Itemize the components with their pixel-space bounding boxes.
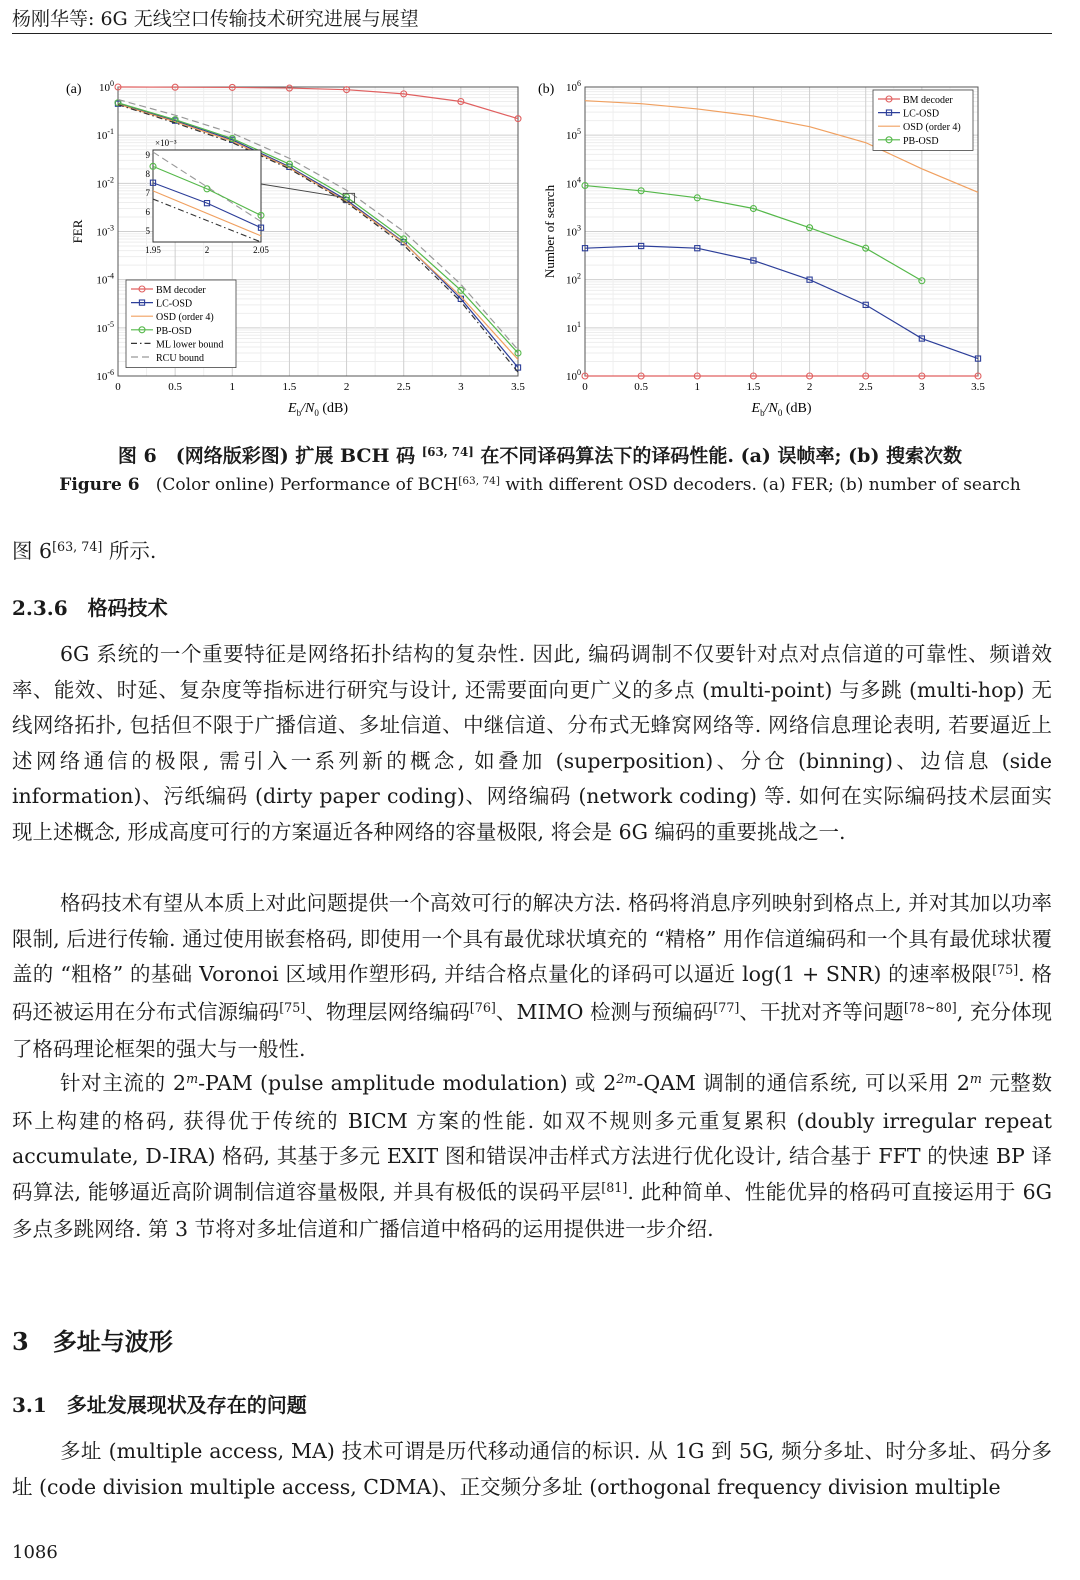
caption-en-label: Figure 6 bbox=[59, 475, 140, 495]
p3-cite-1: [81] bbox=[601, 1179, 628, 1195]
y-tick-label: $10^{-6}$ bbox=[96, 368, 114, 383]
figure-panel-b bbox=[530, 70, 1000, 425]
caption-en-prefix: (Color online) Performance of BCH bbox=[155, 475, 459, 495]
x-tick-label: 0 bbox=[115, 381, 121, 393]
figure-caption-en bbox=[0, 475, 1080, 495]
x-tick-label: 0.5 bbox=[168, 381, 183, 393]
p2-cite-4: [77] bbox=[713, 999, 740, 1015]
caption-zh-suffix: 在不同译码算法下的译码性能. (a) 误帧率; (b) 搜索次数 bbox=[480, 445, 963, 467]
p3-text-d: 元整数环上构建的格码, 获得优于传统的 BICM 方案的性能. 如双不规则多元重复累积 (doubly irregular repeat accumulate, D-IRA) 格码, 其基于多元 EXIT 图和错误冲击样式方法进行优化设计, 结合基于 FFT 的快速 BP 译码算法, 能够逼近高阶调制信道容量极限, 并具有极低的误码平层 bbox=[12, 1071, 1052, 1204]
figure-panel-a bbox=[60, 70, 540, 425]
fig-ref-pre: 图 6 bbox=[12, 539, 53, 563]
legend-label: ML lower bound bbox=[156, 339, 224, 351]
panel-label: (b) bbox=[538, 82, 555, 97]
caption-zh-prefix: 图 6 (网络版彩图) 扩展 BCH 码 bbox=[117, 445, 416, 467]
x-axis-label: $E_b/N_0$ (dB) bbox=[751, 401, 812, 418]
inset-y-tick: 6 bbox=[145, 207, 150, 217]
caption-en-ref: [63, 74] bbox=[458, 475, 500, 488]
p3-text-c: -QAM 调制的通信系统, 可以采用 2 bbox=[636, 1071, 970, 1095]
figure-reference-line bbox=[12, 534, 1052, 572]
y-tick-label: $10^5$ bbox=[566, 127, 581, 143]
x-tick-label: 2.5 bbox=[396, 381, 411, 393]
x-tick-label: 1.5 bbox=[282, 381, 297, 393]
fig-ref-post: 所示. bbox=[102, 539, 157, 563]
x-tick-label: 3 bbox=[919, 381, 925, 393]
y-tick-label: $10^2$ bbox=[566, 271, 581, 287]
p2-cite-2: [75] bbox=[279, 999, 306, 1015]
y-tick-label: $10^{-2}$ bbox=[96, 175, 114, 191]
paragraph-2 bbox=[12, 886, 1052, 1068]
x-axis-label: $E_b/N_0$ (dB) bbox=[288, 401, 348, 418]
y-tick-label: $10^0$ bbox=[566, 368, 581, 383]
y-tick-label: $10^1$ bbox=[566, 319, 581, 335]
legend bbox=[873, 90, 973, 150]
y-tick-label: $10^6$ bbox=[566, 79, 581, 94]
y-tick-label: $10^{-1}$ bbox=[96, 127, 114, 143]
legend-label: PB-OSD bbox=[156, 325, 192, 337]
p2-text-f: , 充分体现了格码理论框架的强大与一般性. bbox=[12, 999, 1053, 1061]
p3-exp-2: 2m bbox=[616, 1071, 637, 1087]
inset-frame bbox=[153, 150, 261, 242]
section-heading-3-1: 3.1 多址发展现状及存在的问题 bbox=[12, 1393, 307, 1417]
figure-caption-zh bbox=[0, 441, 1080, 468]
y-tick-label: $10^0$ bbox=[99, 79, 114, 94]
y-tick-label: $10^{-4}$ bbox=[96, 271, 114, 287]
p3-exp-1: m bbox=[186, 1071, 199, 1087]
y-axis-label: Number of search bbox=[542, 184, 557, 279]
running-title: 杨刚华等: 6G 无线空口传输技术研究进展与展望 bbox=[12, 8, 419, 30]
p2-text-d: 、MIMO 检测与预编码 bbox=[495, 999, 714, 1024]
legend bbox=[126, 280, 236, 368]
legend-label: BM decoder bbox=[903, 95, 953, 106]
legend-label: LC-OSD bbox=[156, 298, 193, 310]
x-tick-label: 2 bbox=[806, 381, 813, 393]
page-number: 1086 bbox=[12, 1542, 58, 1563]
inset-y-tick: 5 bbox=[145, 226, 150, 236]
legend-label: RCU bound bbox=[156, 353, 205, 364]
x-tick-label: 2 bbox=[343, 381, 350, 393]
header-rule bbox=[12, 33, 1052, 34]
x-tick-label: 1 bbox=[694, 381, 701, 393]
x-tick-label: 3 bbox=[458, 381, 464, 393]
paragraph-1: 6G 系统的一个重要特征是网络拓扑结构的复杂性. 因此, 编码调制不仅要针对点对点信道的可靠性、频谱效率、能效、时延、复杂度等指标进行研究与设计, 还需要面向更广义的多点 (multi-point) 与多跳 (multi-hop) 无线网络拓扑, 包括但不限于广播信道、多址信道、中继信道、分布式无蜂窝网络等. 网络信息理论表明, 若要逼近上述网络通信的极限, 需引入一系列新的概念, 如叠加 (superposition)、分仓 (binning)、边信息 (side information)、污纸编码 (dirty paper coding)、网络编码 (network coding) 等. 如何在实际编码技术层面实现上述概念, 形成高度可行的方案逼近各种网络的容量极限, 将会是 6G 编码的重要挑战之一. bbox=[12, 642, 1052, 844]
inset-exponent: ×10⁻³ bbox=[155, 138, 177, 148]
fig-ref-cite: [63, 74] bbox=[52, 539, 103, 555]
paragraph-4: 多址 (multiple access, MA) 技术可谓是历代移动通信的标识. 从 1G 到 5G, 频分多址、时分多址、码分多址 (code division multiple access, CDMA)、正交频分多址 (orthogonal frequency division multiple bbox=[12, 1439, 1052, 1499]
y-tick-label: $10^{-3}$ bbox=[96, 223, 114, 239]
inset-y-tick: 8 bbox=[145, 169, 150, 179]
legend-label: LC-OSD bbox=[903, 108, 940, 120]
panel-label: (a) bbox=[66, 82, 82, 97]
inset-x-tick: 2.05 bbox=[253, 245, 269, 255]
y-tick-label: $10^3$ bbox=[566, 223, 581, 239]
p3-exp-3: m bbox=[969, 1071, 982, 1087]
inset-y-tick: 7 bbox=[145, 188, 150, 198]
y-axis-label: FER bbox=[70, 219, 85, 244]
p2-cite-5: [78~80] bbox=[903, 999, 957, 1015]
section-heading-2-3-6: 2.3.6 格码技术 bbox=[12, 596, 168, 620]
p2-text-c: 、物理层网络编码 bbox=[305, 999, 470, 1024]
p2-text-b: . 格码还被运用在分布式信源编码 bbox=[12, 962, 1052, 1024]
p3-text-a: 针对主流的 2 bbox=[60, 1071, 187, 1095]
caption-en-suffix: with different OSD decoders. (a) FER; (b) number of search bbox=[505, 475, 1021, 495]
x-tick-label: 0 bbox=[582, 381, 588, 393]
p2-cite-1: [75] bbox=[992, 962, 1019, 978]
section-heading-3: 3 多址与波形 bbox=[12, 1327, 173, 1356]
y-tick-label: $10^{-5}$ bbox=[96, 319, 114, 335]
inset-x-tick: 2 bbox=[204, 245, 210, 255]
p2-text-e: 、干扰对齐等问题 bbox=[739, 999, 904, 1024]
inset-y-tick: 9 bbox=[145, 150, 150, 160]
x-tick-label: 3.5 bbox=[971, 381, 985, 393]
zoom-inset bbox=[145, 138, 354, 255]
caption-zh-ref: [63, 74] bbox=[421, 444, 474, 459]
inset-x-tick: 1.95 bbox=[145, 245, 161, 255]
legend-label: OSD (order 4) bbox=[903, 122, 961, 134]
legend-label: BM decoder bbox=[156, 285, 206, 296]
p2-text-a: 格码技术有望从本质上对此问题提供一个高效可行的解决方法. 格码将消息序列映射到格点上, 并对其加以功率限制, 后进行传输. 通过使用嵌套格码, 即使用一个具有最优球状填充的 “精格” 用作信道编码和一个具有最优球状覆盖的 “粗格” 的基础 Voronoi 区域用作塑形码, 并结合格点量化的译码可以逼近 log(1 + SNR) 的速率极限 bbox=[12, 891, 1052, 986]
p3-text-b: -PAM (pulse amplitude modulation) 或 2 bbox=[198, 1071, 617, 1095]
x-tick-label: 3.5 bbox=[511, 381, 525, 393]
legend-label: OSD (order 4) bbox=[156, 312, 214, 324]
p3-text-e: . 此种简单、性能优异的格码可直接运用于 6G 多点多跳网络. 第 3 节将对多址信道和广播信道中格码的运用提供进一步介绍. bbox=[12, 1179, 1052, 1241]
legend-label: PB-OSD bbox=[903, 135, 939, 147]
x-tick-label: 1.5 bbox=[746, 381, 761, 393]
x-tick-label: 1 bbox=[229, 381, 236, 393]
x-tick-label: 0.5 bbox=[634, 381, 649, 393]
p2-cite-3: [76] bbox=[469, 999, 496, 1015]
y-tick-label: $10^4$ bbox=[566, 175, 581, 191]
x-tick-label: 2.5 bbox=[858, 381, 873, 393]
paragraph-3 bbox=[12, 1066, 1052, 1248]
